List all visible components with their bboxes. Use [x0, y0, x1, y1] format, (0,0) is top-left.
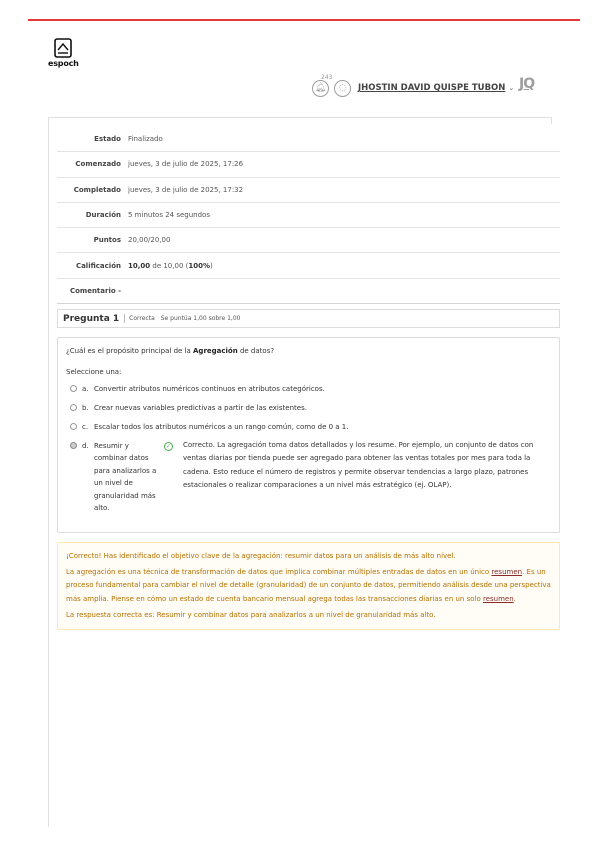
radio-button[interactable] [70, 385, 77, 392]
option-letter: c. [82, 423, 89, 431]
summary-row-comment [57, 279, 560, 304]
general-feedback-box [57, 542, 560, 630]
question-text-bold: Agregación [193, 347, 238, 355]
logo-text: espoch [48, 59, 79, 68]
notifications-button[interactable] [312, 73, 333, 97]
summary-label: Estado [94, 135, 121, 144]
question-text-pre: ¿Cuál es el propósito principal de la [66, 347, 194, 355]
summary-value: 5 minutos 24 segundos [128, 211, 210, 220]
option-text: Escalar todos los atributos numéricos a un rango común, como de 0 a 1. [94, 423, 349, 431]
grade-score: 10,00 [128, 261, 151, 270]
radio-button[interactable] [70, 423, 77, 430]
summary-value: jueves, 3 de julio de 2025, 17:32 [128, 185, 244, 194]
grade-percent: 100% [188, 261, 210, 270]
correct-check-icon: ✓ [165, 443, 172, 450]
answer-option-a[interactable] [70, 385, 325, 393]
answer-option-c[interactable] [70, 423, 348, 431]
feedback-text: . Es un proceso fundamental para cambiar el nivel de detalle (granularidad) de un conjunto de datos, permitiendo análisis desde una perspectiva más amplia. Piense en cómo un estado de cuenta bancario mensual agrega todas las transacciones diarias en un solo [66, 568, 551, 603]
question-header [57, 309, 560, 328]
option-letter: d. [82, 442, 89, 450]
espoch-logo[interactable] [48, 38, 78, 68]
select-prompt: Seleccione una: [66, 368, 122, 376]
summary-value: Finalizado [128, 135, 163, 144]
chat-icon: ◌ [338, 83, 347, 93]
feedback-text: La agregación es una técnica de transformación de datos que implica combinar múltiples entradas de datos en un único [66, 568, 492, 577]
summary-row-duration [57, 203, 560, 228]
divider [124, 314, 125, 323]
bell-icon: 🔔︎ [314, 83, 327, 93]
summary-row-state [57, 127, 560, 152]
grade-max: de 10,00 ( [150, 261, 189, 270]
grade-value [128, 262, 213, 270]
option-text: Resumir y combinar datos para analizarlos a un nivel de granularidad más alto. [94, 441, 157, 513]
page-top-rule-end [551, 117, 552, 124]
correct-answer: La respuesta correcta es: Resumir y combinar datos para analizarlos a un nivel de granularidad más alto. [66, 610, 436, 619]
page-top-rule [48, 117, 551, 118]
summary-label: Puntos [93, 236, 121, 245]
option-feedback: Correcto. La agregación toma datos detallados y los resume. Por ejemplo, un conjunto de datos con ventas diarias por tienda puede ser agregado para obtener las ventas totales por mes para toda la cadena. Esto reduce el número de registros y permite observar tendencias a largo plazo, patrones estacionales o realizar comparaciones a un nivel más estratégico (ej. OLAP). [183, 441, 534, 489]
attempt-summary-table [57, 127, 560, 304]
summary-row-points [57, 228, 560, 253]
summary-row-grade [57, 253, 560, 278]
feedback-intro: ¡Correcto! Has identificado el objetivo clave de la agregación: resumir datos para un análisis de más alto nivel. [66, 552, 456, 560]
answer-option-b[interactable] [70, 404, 307, 412]
summary-label: Comenzado [75, 160, 121, 169]
radio-button-selected[interactable] [70, 442, 77, 449]
resumen-link[interactable]: resumen [491, 568, 523, 577]
grade-close: ) [210, 261, 213, 270]
option-text: Crear nuevas variables predictivas a partir de las existentes. [94, 404, 307, 412]
question-state: Correcta [129, 315, 155, 322]
espoch-emblem-icon [54, 38, 72, 58]
user-bar [312, 73, 515, 98]
summary-value: 20,00/20,00 [128, 236, 171, 245]
feedback-text: . [513, 594, 516, 603]
summary-label: Duración [85, 211, 121, 220]
option-letter: b. [82, 404, 89, 412]
feedback-explanation [66, 566, 551, 606]
summary-row-completed [57, 178, 560, 203]
user-menu-name[interactable]: JHOSTIN DAVID QUISPE TUBON [358, 83, 506, 93]
chevron-down-icon[interactable]: ⌄ [508, 84, 515, 92]
answer-option-d[interactable] [70, 442, 158, 515]
messages-button[interactable] [334, 80, 351, 97]
summary-label: Completado [73, 185, 121, 194]
avatar[interactable]: JQ [519, 76, 535, 92]
summary-value: jueves, 3 de julio de 2025, 17:26 [128, 160, 244, 169]
question-number: Pregunta 1 [63, 313, 120, 324]
option-letter: a. [82, 385, 89, 393]
question-text-post: de datos? [237, 347, 275, 355]
notifications-count: 243 [321, 73, 333, 81]
question-text [66, 347, 274, 355]
page-left-rule [48, 117, 49, 827]
summary-label: Calificación [75, 261, 121, 270]
radio-button[interactable] [70, 404, 77, 411]
question-box [57, 337, 560, 533]
top-accent-line [28, 19, 580, 21]
summary-row-started [57, 152, 560, 177]
question-grade: Se puntúa 1,00 sobre 1,00 [160, 315, 241, 322]
resumen-link[interactable]: resumen [482, 594, 514, 603]
option-text: Convertir atributos numéricos continuos en atributos categóricos. [94, 385, 325, 393]
summary-label: Comentario - [69, 286, 121, 295]
